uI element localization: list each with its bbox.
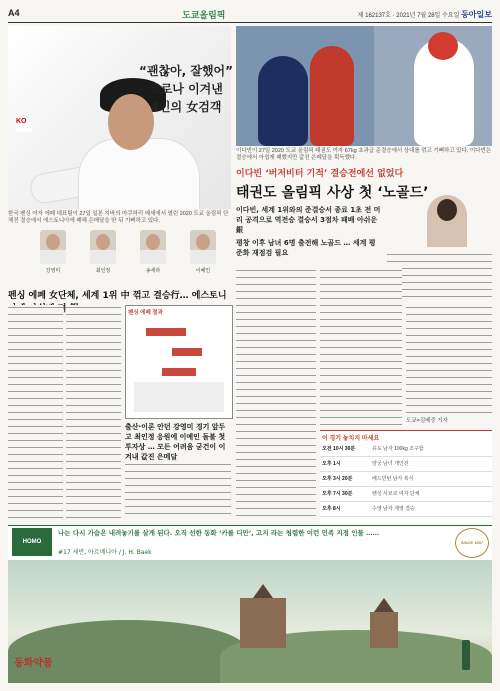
medalist-name-4: 이혜인 bbox=[195, 268, 211, 274]
ad-emblem: SINCE 1897 bbox=[455, 528, 489, 558]
hero-quote bbox=[136, 62, 236, 116]
quote-line-3: 4인의 女검객 bbox=[150, 100, 222, 114]
result-box-title: 펜싱 에페 결과 bbox=[128, 310, 163, 316]
medalist-row bbox=[8, 230, 231, 278]
church-icon bbox=[370, 612, 398, 648]
author-photo bbox=[427, 195, 467, 247]
bracket-line bbox=[172, 348, 202, 356]
helmet bbox=[428, 32, 458, 60]
church-icon bbox=[240, 598, 286, 648]
right-headline: 태권도 올림픽 사상 첫 ‘노골드’ bbox=[236, 185, 429, 201]
tkd-caption: 이다빈이 27일 2020 도쿄 올림픽 태권도 여자 67kg 초과급 준결승에서 상대를 꺾고 기뻐하고 있다. 이다빈은 결승에서 아쉽게 패했지만 값진 은메달을 획득했다. bbox=[236, 148, 492, 161]
taekwondo-photo-1 bbox=[236, 26, 374, 146]
ad-logo: HOMO bbox=[12, 528, 52, 556]
taekwondo-photo-2 bbox=[374, 26, 492, 146]
right-body-col-3 bbox=[406, 305, 492, 415]
medalist-name-1: 강영미 bbox=[45, 268, 61, 274]
left-body-col-2 bbox=[66, 305, 121, 519]
hero-photo bbox=[8, 26, 231, 209]
mid-headline: 출산·이론 안던 강영미 경기 앞두고 최인정 응원에 이예인 돌불 첫 투자상 … 모든 어려움 굳건이 이겨내 값진 은메달 bbox=[125, 423, 226, 461]
fencer-body bbox=[78, 138, 200, 209]
medalist-photo-4 bbox=[190, 230, 216, 264]
mid-body bbox=[125, 462, 231, 519]
table-row: 오후 1시 양궁 남녀 개인전 bbox=[320, 458, 492, 472]
table-row: 오후 7시 30분 펜싱 사브르 여자 단체 bbox=[320, 488, 492, 502]
medalist-photo-1 bbox=[40, 230, 66, 264]
fencing-result-box bbox=[125, 305, 233, 419]
quote-line-2: 코로나 이겨낸 bbox=[149, 82, 223, 96]
table-row: 오후 8시 수영 남자 계영 결승 bbox=[320, 503, 492, 517]
section-title: 도쿄올림픽 bbox=[182, 10, 226, 20]
hill bbox=[8, 620, 248, 683]
medalist-name-2: 최인정 bbox=[95, 268, 111, 274]
left-headline: 펜싱 에페 女단체, 세계 1위 中 꺾고 결승行… 에스토니 bbox=[8, 291, 227, 301]
table-row: 오전 10시 30분 유도 남자 100kg 조구함 bbox=[320, 443, 492, 457]
author-byline: 도쿄=김배중 기자 bbox=[406, 418, 448, 424]
schedule-table bbox=[320, 430, 492, 523]
fencer-silhouettes bbox=[134, 382, 224, 412]
ad-subline: #17 세반, 아르메니아 / J. H. Baek bbox=[58, 549, 152, 556]
fighter-blue bbox=[258, 56, 308, 146]
right-subhead-2: 평창 이후 남녀 6명 출전해 노골드 … 세계 평준화 재점검 필요 bbox=[236, 239, 376, 257]
flag-text: KO bbox=[16, 118, 32, 132]
product-bottle bbox=[462, 640, 470, 670]
page-number: A4 bbox=[8, 8, 20, 18]
quote-line-1: “괜찮아, 잘했어” bbox=[138, 64, 234, 78]
schedule-title: 이 경기 놓치지 마세요 bbox=[322, 436, 380, 442]
bracket-line bbox=[146, 328, 186, 336]
church-roof bbox=[374, 598, 394, 612]
bracket-line bbox=[162, 368, 196, 376]
newspaper-brand: 동아일보 bbox=[461, 10, 492, 19]
right-body-top bbox=[387, 252, 492, 302]
fighter-red bbox=[310, 46, 354, 146]
page-header bbox=[8, 8, 492, 23]
right-kicker: 이다빈 ‘버저비터 기적’ 결승전에선 없었다 bbox=[236, 169, 404, 179]
church-roof bbox=[253, 584, 273, 598]
ad-signature: 동화약품 bbox=[14, 658, 53, 669]
issue-date: 제 162137호 · 2021년 7월 28일 수요일 bbox=[357, 13, 460, 19]
header-meta bbox=[358, 9, 492, 20]
medalist-name-3: 송세라 bbox=[145, 268, 161, 274]
right-body-col-1 bbox=[236, 268, 316, 518]
medalist-photo-3 bbox=[140, 230, 166, 264]
hero-caption: 한국 펜싱 여자 에페 대표팀이 27일 일본 지바의 마쿠하리 메세에서 열린 2020 도쿄 올림픽 단체전 결승에서 에스토니아에 패해 은메달을 딴 뒤 기뻐하고 있다. bbox=[8, 211, 229, 224]
medalist-photo-2 bbox=[90, 230, 116, 264]
left-body-col-1 bbox=[8, 305, 63, 519]
right-subhead-1: 이다빈, 세계 1위와의 준결승서 종료 1초 전 머리 공격으로 역전승 결승서 3점차 패배 아쉬운 銀 bbox=[236, 206, 381, 234]
table-row: 오후 3시 20분 배드민턴 남자 복식 bbox=[320, 473, 492, 487]
ad-headline: 나는 다시 가슴은 내려놓기를 살게 된다. 오직 선한 동화 ‘카를 디안’, 고지 라는 청렴한 이런 민족 지정 인물 …… bbox=[58, 529, 380, 537]
